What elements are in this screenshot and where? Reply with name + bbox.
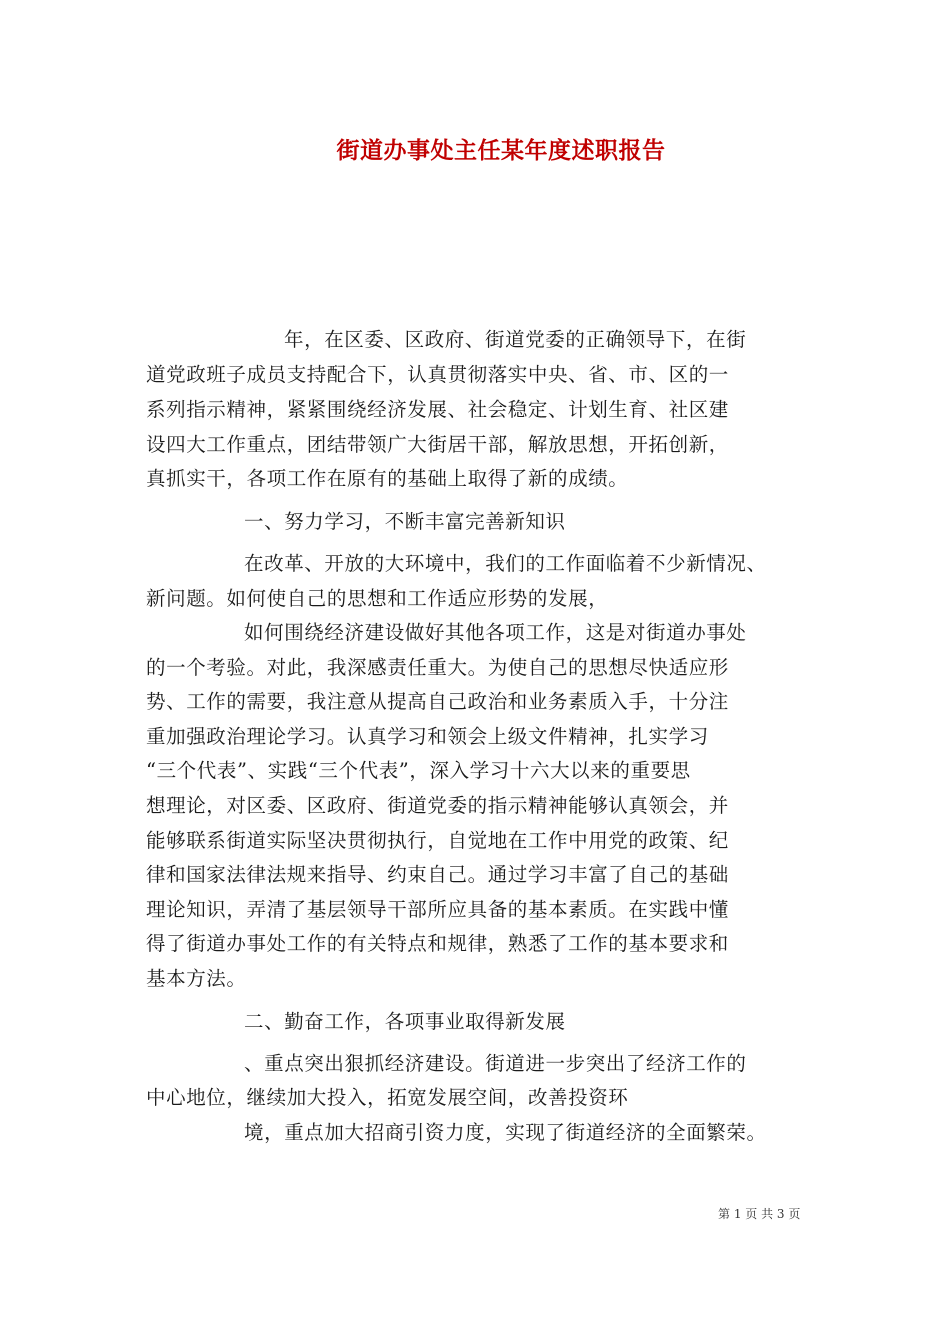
body-line: 能够联系街道实际坚决贯彻执行，自觉地在工作中用党的政策、纪: [146, 829, 729, 852]
body-line: 、重点突出狠抓经济建设。街道进一步突出了经济工作的: [244, 1052, 747, 1075]
body-line: 真抓实干，各项工作在原有的基础上取得了新的成绩。: [146, 467, 629, 490]
body-line: 的一个考验。对此，我深感责任重大。为使自己的思想尽快适应形: [146, 656, 729, 679]
body-line: 律和国家法律法规来指导、约束自己。通过学习丰富了自己的基础: [146, 863, 729, 886]
body-line: 想理论，对区委、区政府、街道党委的指示精神能够认真领会，并: [146, 794, 729, 817]
body-line: 重加强政治理论学习。认真学习和领会上级文件精神，扎实学习: [146, 725, 709, 748]
section-heading: 一、努力学习，不断丰富完善新知识: [244, 510, 566, 533]
body-line: 理论知识，弄清了基层领导干部所应具备的基本素质。在实践中懂: [146, 898, 729, 921]
section-heading: 二、勤奋工作，各项事业取得新发展: [244, 1010, 566, 1033]
body-line: 中心地位，继续加大投入，拓宽发展空间，改善投资环: [146, 1086, 629, 1109]
body-line: 年，在区委、区政府、街道党委的正确领导下，在街: [284, 328, 747, 351]
body-line: 设四大工作重点，团结带领广大街居干部，解放思想，开拓创新，: [146, 433, 729, 456]
body-line: 在改革、开放的大环境中，我们的工作面临着不少新情况、: [244, 552, 767, 575]
body-line: 境，重点加大招商引资力度，实现了街道经济的全面繁荣。: [244, 1121, 767, 1144]
body-line: 新问题。如何使自己的思想和工作适应形势的发展，: [146, 587, 609, 610]
body-line: 系列指示精神，紧紧围绕经济发展、社会稳定、计划生育、社区建: [146, 398, 729, 421]
body-line: “三个代表”、实践“三个代表”，深入学习十六大以来的重要思: [146, 759, 691, 782]
page-number-footer: 第 1 页 共 3 页: [718, 1207, 801, 1221]
body-line: 得了街道办事处工作的有关特点和规律，熟悉了工作的基本要求和: [146, 932, 729, 955]
document-title: 街道办事处主任某年度述职报告: [336, 137, 666, 164]
body-line: 基本方法。: [146, 967, 247, 990]
body-line: 如何围绕经济建设做好其他各项工作，这是对街道办事处: [244, 621, 747, 644]
body-line: 势、工作的需要，我注意从提高自己政治和业务素质入手，十分注: [146, 690, 729, 713]
body-line: 道党政班子成员支持配合下，认真贯彻落实中央、省、市、区的一: [146, 363, 729, 386]
